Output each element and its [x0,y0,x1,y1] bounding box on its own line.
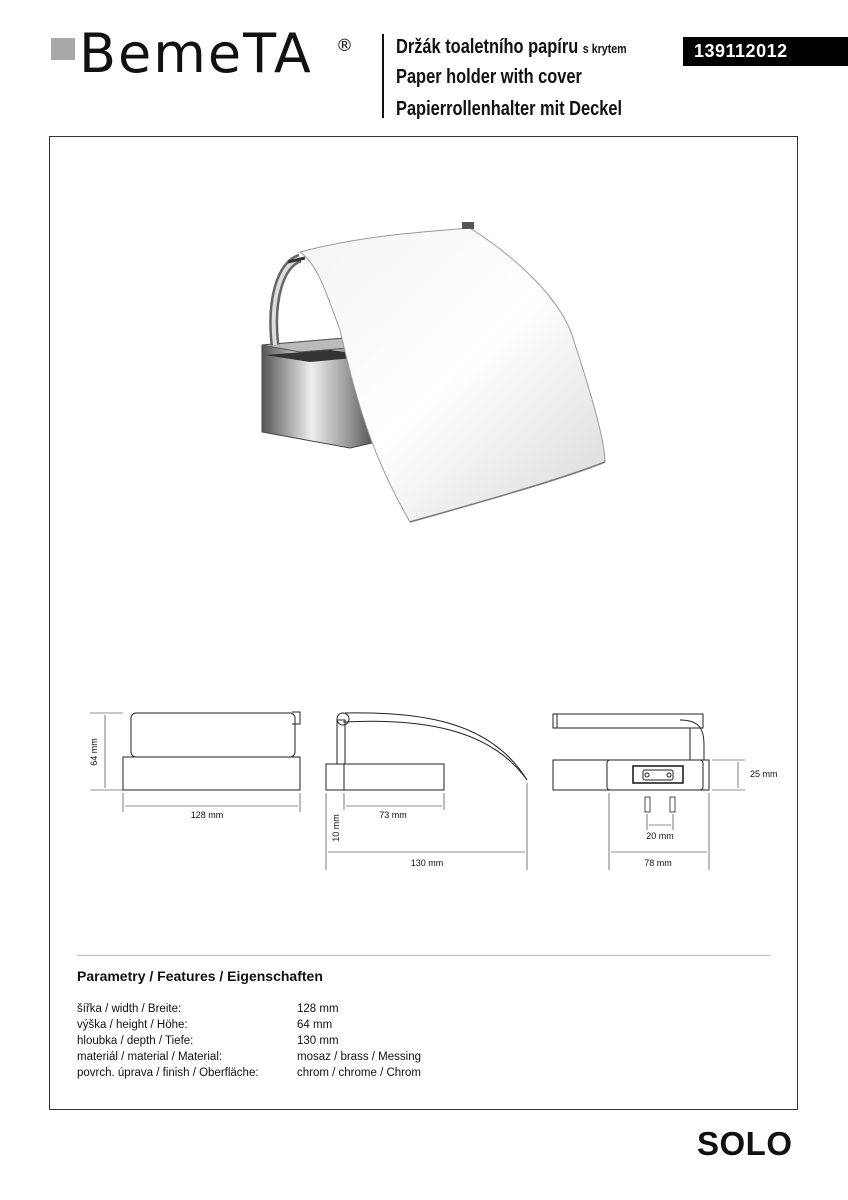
brand-logo: BemeTA [79,22,313,85]
side-base-label: 10 mm [331,814,341,842]
feature-row-finish [77,1065,421,1081]
title-german: Papierrollenhalter mit Deckel [396,98,623,120]
side-view-drawing [326,713,527,870]
series-name: SOLO [697,1125,793,1162]
feature-label: výška / height / Höhe: [77,1019,188,1031]
side-total-label: 130 mm [410,858,444,868]
back-hole-label: 20 mm [646,831,674,841]
product-code-badge: 139112012 [683,37,848,66]
feature-label: hloubka / depth / Tiefe: [77,1035,194,1047]
features-separator [77,955,770,956]
feature-value: 64 mm [297,1019,333,1031]
front-height-label: 64 mm [89,738,99,766]
back-width-label: 78 mm [644,858,672,868]
front-view-drawing [90,712,300,812]
feature-row-width [77,1001,339,1017]
title-english: Paper holder with cover [396,66,582,88]
feature-label: materiál / material / Material: [77,1051,223,1063]
feature-label: povrch. úprava / finish / Oberfläche: [77,1067,259,1079]
back-height-label: 25 mm [750,769,778,779]
registered-mark: ® [336,36,353,56]
front-width-label: 128 mm [190,810,224,820]
feature-value: mosaz / brass / Messing [297,1051,421,1063]
side-depth-label: 73 mm [379,810,407,820]
feature-row-depth [77,1033,339,1049]
features-title: Parametry / Features / Eigenschaften [77,968,323,984]
title-czech-suffix: s krytem [582,41,627,56]
feature-row-material [77,1049,421,1065]
back-view-drawing [553,714,745,870]
feature-value: chrom / chrome / Chrom [297,1067,421,1079]
feature-label: šířka / width / Breite: [77,1003,182,1015]
feature-value: 128 mm [297,1003,339,1015]
product-photo [262,222,605,522]
title-czech-main: Držák toaletního papíru [396,36,579,58]
feature-value: 130 mm [297,1035,339,1047]
feature-row-height [77,1017,333,1033]
